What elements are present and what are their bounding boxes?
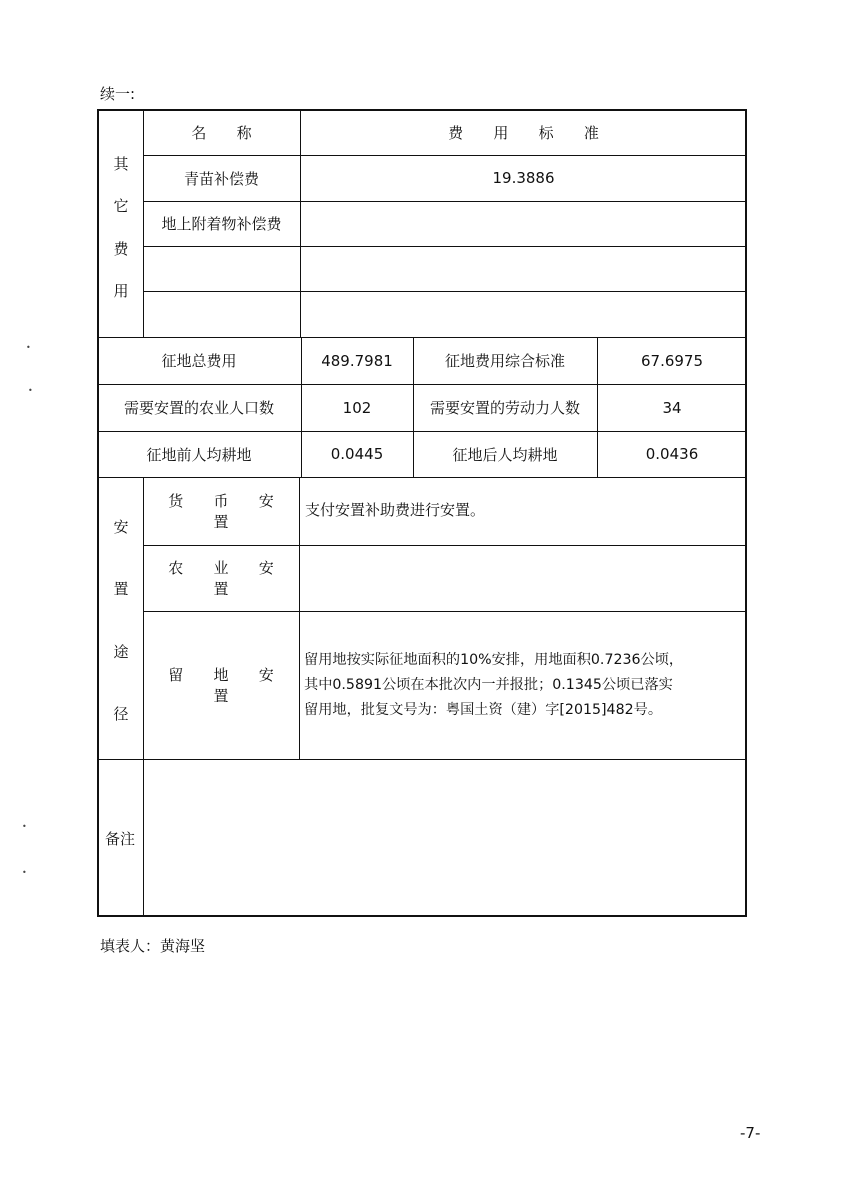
remarks-text xyxy=(143,759,747,917)
remarks-label: 备注 xyxy=(104,829,135,848)
page-number: -7- xyxy=(740,1124,761,1142)
scan-speck: • xyxy=(26,343,31,352)
side-char: 径 xyxy=(113,705,129,724)
fee-value-cell: 19.3886 xyxy=(492,169,555,187)
scan-speck: • xyxy=(22,868,27,877)
fee-value-cell xyxy=(300,291,747,337)
reserved-land-line: 其中0.5891公顷在本批次内一并报批；0.1345公顷已落实 xyxy=(304,676,673,693)
resettlement-side-label xyxy=(99,495,143,745)
scan-speck: • xyxy=(28,386,33,395)
fee-name-cell: 青苗补偿费 xyxy=(183,169,259,188)
continuation-label: 续一: xyxy=(100,85,136,103)
fee-value-cell xyxy=(300,246,747,291)
total-fee-label: 征地总费用 xyxy=(161,352,237,370)
agriculture-label: 农 业 安 置 xyxy=(168,559,287,598)
filler-signature: 填表人：黄海坚 xyxy=(100,937,206,955)
farm-population-label: 需要安置的农业人口数 xyxy=(123,399,274,417)
reserved-land-line: 留用地，批复文号为：粤国土资（建）字[2015]482号。 xyxy=(304,701,663,718)
side-char: 途 xyxy=(113,642,129,661)
fee-name-cell xyxy=(143,291,300,337)
side-char: 安 xyxy=(113,517,129,536)
land-after-value: 0.0436 xyxy=(645,445,699,463)
land-before-value: 0.0445 xyxy=(330,445,384,463)
land-after-label: 征地后人均耕地 xyxy=(452,445,558,464)
land-before-label: 征地前人均耕地 xyxy=(146,445,252,464)
reserved-land-line: 留用地按实际征地面积的10%安排，用地面积0.7236公顷， xyxy=(304,651,684,668)
reserved-land-label: 留 地 安 置 xyxy=(168,666,287,705)
side-char: 置 xyxy=(113,580,129,599)
fee-name-cell: 地上附着物补偿费 xyxy=(161,215,282,233)
standard-value: 67.6975 xyxy=(640,351,704,370)
total-fee-value: 489.7981 xyxy=(321,351,393,370)
side-char: 用 xyxy=(113,282,129,301)
currency-text: 支付安置补助费进行安置。 xyxy=(305,501,486,519)
currency-label: 货 币 安 置 xyxy=(168,492,287,531)
side-char: 费 xyxy=(113,239,129,258)
labor-label: 需要安置的劳动力人数 xyxy=(429,399,580,417)
labor-value: 34 xyxy=(662,398,682,417)
fee-name-cell xyxy=(143,246,300,291)
other-fees-side-label xyxy=(99,142,143,312)
scan-speck: • xyxy=(22,822,27,831)
agriculture-text xyxy=(299,545,747,611)
side-char: 它 xyxy=(113,197,129,216)
header-name: 名 称 xyxy=(191,123,265,142)
header-standard: 费 用 标 准 xyxy=(448,123,612,142)
reserved-land-text xyxy=(299,611,747,759)
farm-population-value: 102 xyxy=(342,398,372,417)
standard-label: 征地费用综合标准 xyxy=(444,352,565,370)
side-char: 其 xyxy=(113,154,129,173)
fee-value-cell xyxy=(300,201,747,246)
